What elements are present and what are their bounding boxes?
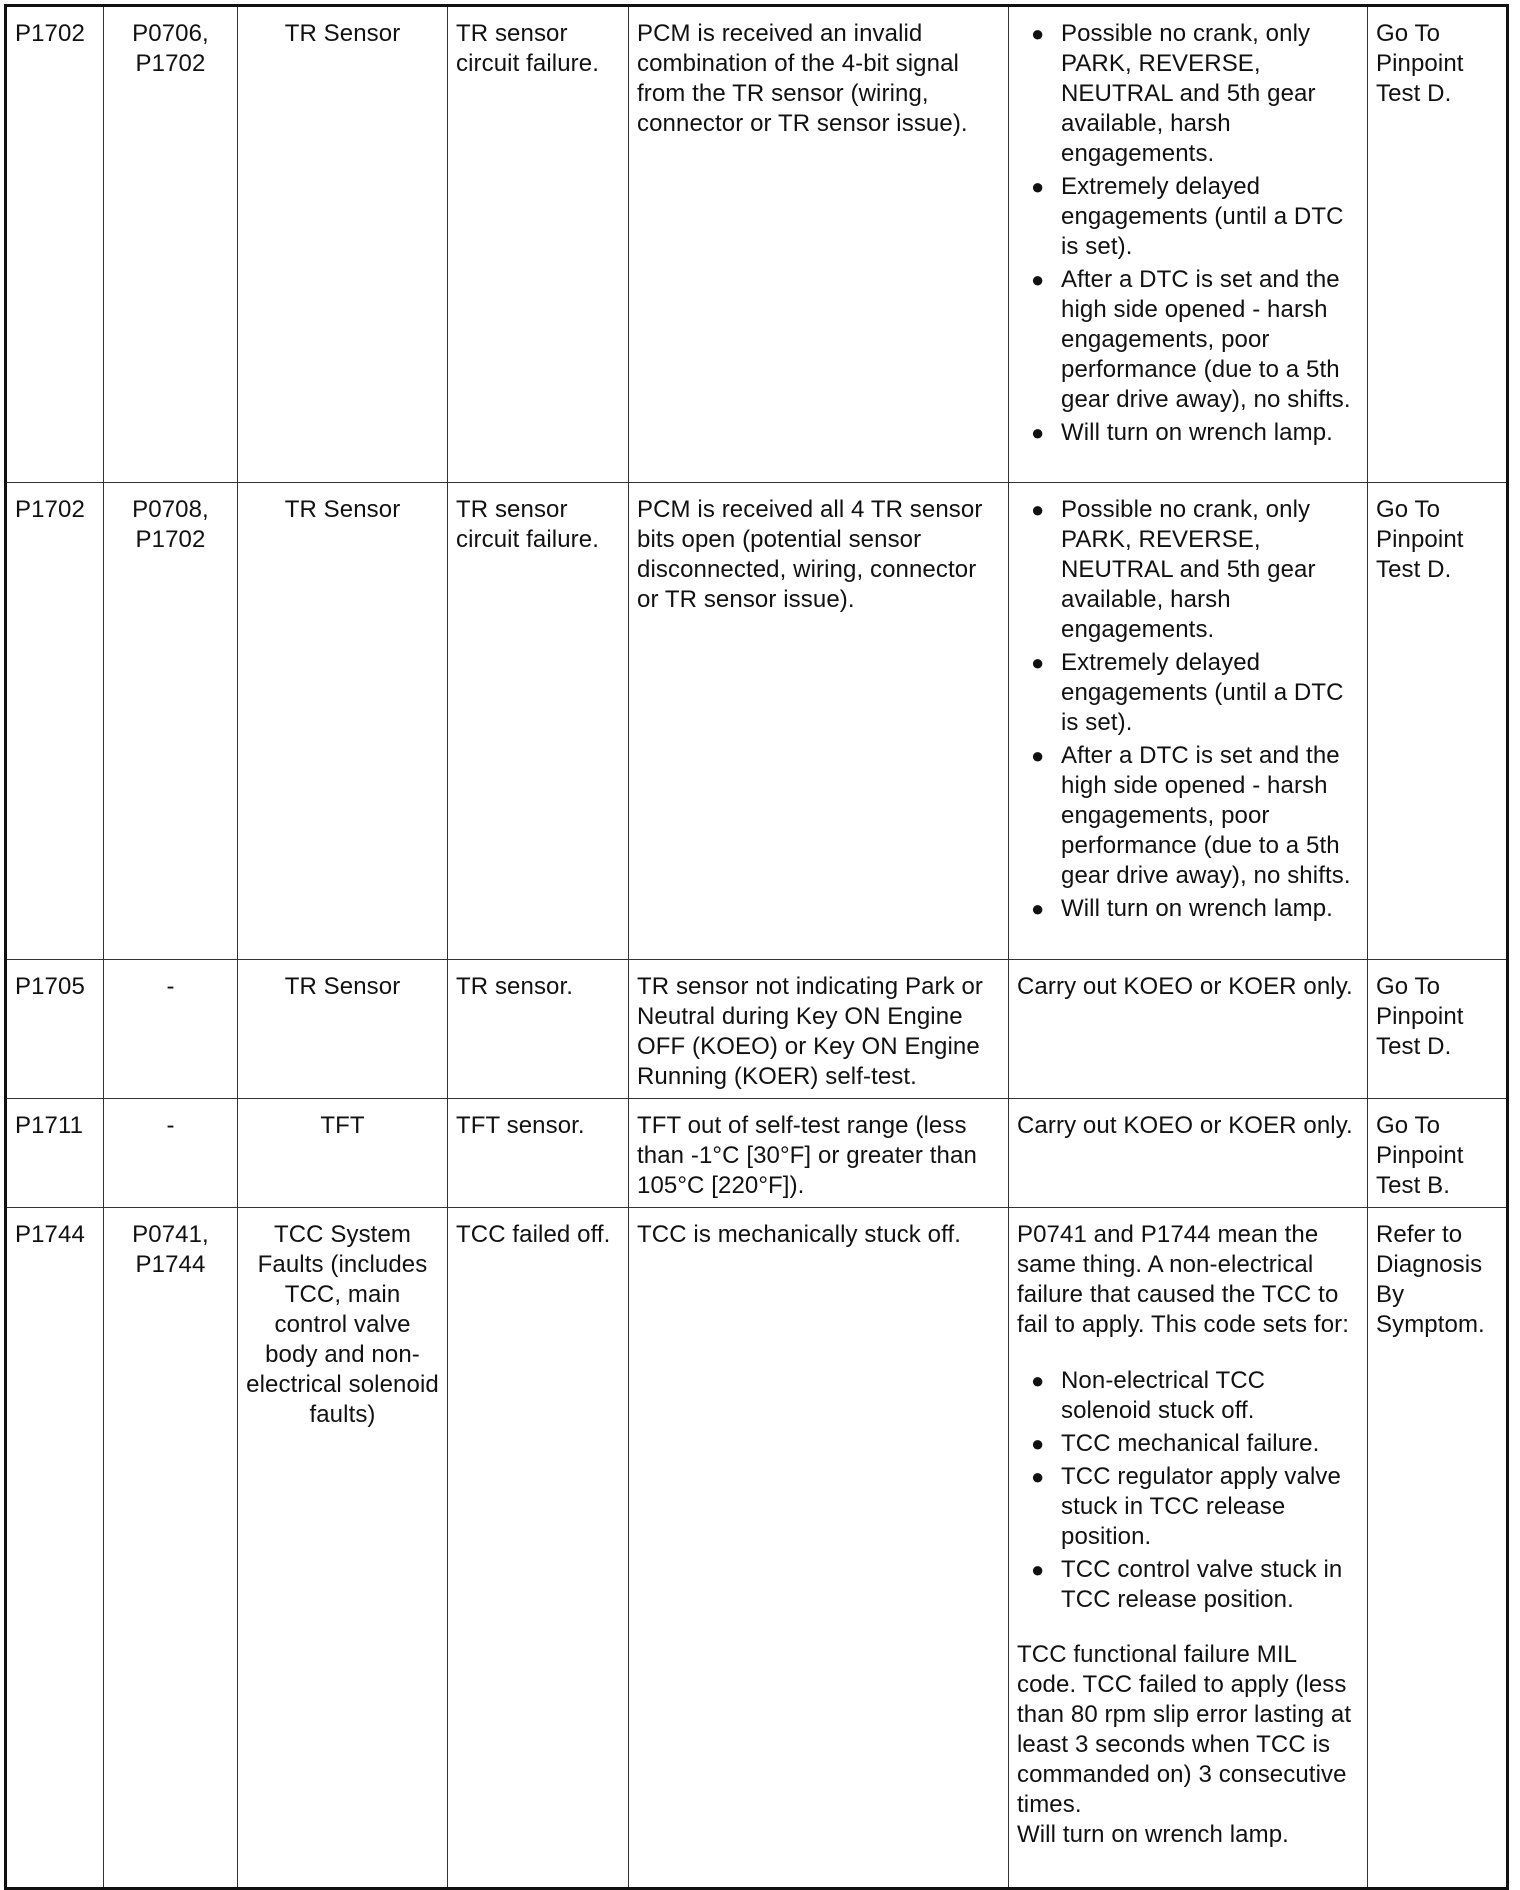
symptoms-cell: [1009, 483, 1368, 960]
list-item: ● Extremely delayed engagements (until a DTC is set).: [1031, 173, 1344, 260]
condition: TFT out of self-test range (less than -1°C [30°F] or greater than 105°C [220°F]).: [629, 1099, 1009, 1208]
list-item: ● Non-electrical TCC solenoid stuck off.: [1031, 1367, 1266, 1424]
condition: PCM is received all 4 TR sensor bits open (potential sensor disconnected, wiring, connector or TR sensor issue).: [629, 483, 1009, 960]
action: Refer to Diagnosis By Symptom.: [1368, 1208, 1508, 1889]
symptoms-cell: [1009, 1208, 1368, 1889]
related-codes: -: [104, 960, 238, 1099]
condition: PCM is received an invalid combination of the 4-bit signal from the TR sensor (wiring, connector or TR sensor issue).: [629, 6, 1009, 483]
description: TCC failed off.: [448, 1208, 629, 1889]
list-item: ● Will turn on wrench lamp.: [1031, 419, 1333, 446]
symptom-list: [1031, 495, 1361, 924]
symptoms-text: Carry out KOEO or KOER only.: [1009, 960, 1368, 1099]
bullet-icon: ●: [1031, 743, 1045, 768]
bullet-icon: ●: [1031, 1431, 1045, 1456]
list-item: ● After a DTC is set and the high side opened - harsh engagements, poor performance (due to a 5th gear drive away), no shifts.: [1031, 266, 1351, 413]
dtc-code: P1702: [6, 483, 104, 960]
list-item: ● Will turn on wrench lamp.: [1031, 895, 1333, 922]
symptoms-text: Carry out KOEO or KOER only.: [1009, 1099, 1368, 1208]
action: Go To Pinpoint Test B.: [1368, 1099, 1508, 1208]
table-row: [6, 1208, 1508, 1889]
table-row: [6, 1099, 1508, 1208]
list-item: ● TCC regulator apply valve stuck in TCC release position.: [1031, 1463, 1341, 1550]
bullet-icon: ●: [1031, 896, 1045, 921]
table-row: [6, 960, 1508, 1099]
symptom-list: [1031, 19, 1361, 448]
list-item: ● TCC mechanical failure.: [1031, 1430, 1320, 1457]
list-item: ● Possible no crank, only PARK, REVERSE, NEUTRAL and 5th gear available, harsh engagements.: [1031, 20, 1316, 167]
table-row: [6, 483, 1508, 960]
description: TR sensor.: [448, 960, 629, 1099]
dtc-code: P1744: [6, 1208, 104, 1889]
action: Go To Pinpoint Test D.: [1368, 483, 1508, 960]
component: TR Sensor: [238, 6, 448, 483]
action: Go To Pinpoint Test D.: [1368, 960, 1508, 1099]
bullet-icon: ●: [1031, 1464, 1045, 1489]
bullet-icon: ●: [1031, 497, 1045, 522]
bullet-icon: ●: [1031, 420, 1045, 445]
bullet-icon: ●: [1031, 267, 1045, 292]
symptoms-intro: P0741 and P1744 mean the same thing. A non-electrical failure that caused the TCC to fail to apply. This code sets for:: [1017, 1221, 1350, 1338]
dtc-code: P1702: [6, 6, 104, 483]
dtc-code: P1711: [6, 1099, 104, 1208]
action: Go To Pinpoint Test D.: [1368, 6, 1508, 483]
bullet-icon: ●: [1031, 174, 1045, 199]
condition: TR sensor not indicating Park or Neutral during Key ON Engine OFF (KOEO) or Key ON Engine Running (KOER) self-test.: [629, 960, 1009, 1099]
bullet-icon: ●: [1031, 1557, 1045, 1582]
list-item: ● After a DTC is set and the high side opened - harsh engagements, poor performance (due to a 5th gear drive away), no shifts.: [1031, 742, 1351, 889]
list-item: ● Possible no crank, only PARK, REVERSE, NEUTRAL and 5th gear available, harsh engagements.: [1031, 496, 1316, 643]
related-codes: P0706, P1702: [104, 6, 238, 483]
symptom-list: [1031, 1366, 1359, 1615]
component: TFT: [238, 1099, 448, 1208]
dtc-code: P1705: [6, 960, 104, 1099]
related-codes: -: [104, 1099, 238, 1208]
list-item: ● Extremely delayed engagements (until a DTC is set).: [1031, 649, 1344, 736]
component: TR Sensor: [238, 483, 448, 960]
condition: TCC is mechanically stuck off.: [629, 1208, 1009, 1889]
symptoms-outro: TCC functional failure MIL code. TCC failed to apply (less than 80 rpm slip error lasting at least 3 seconds when TCC is commanded on) 3 consecutive times.: [1017, 1641, 1352, 1818]
component: TR Sensor: [238, 960, 448, 1099]
component: TCC System Faults (includes TCC, main control valve body and non-electrical solenoid faults): [238, 1208, 448, 1889]
bullet-icon: ●: [1031, 1368, 1045, 1393]
bullet-icon: ●: [1031, 21, 1045, 46]
symptoms-cell: [1009, 6, 1368, 483]
dtc-table: [4, 4, 1509, 1890]
table-row: [6, 6, 1508, 483]
bullet-icon: ●: [1031, 650, 1045, 675]
description: TFT sensor.: [448, 1099, 629, 1208]
description: TR sensor circuit failure.: [448, 483, 629, 960]
related-codes: P0708, P1702: [104, 483, 238, 960]
list-item: ● TCC control valve stuck in TCC release position.: [1031, 1556, 1343, 1613]
related-codes: P0741, P1744: [104, 1208, 238, 1889]
symptoms-outro-lamp: Will turn on wrench lamp.: [1017, 1821, 1289, 1848]
description: TR sensor circuit failure.: [448, 6, 629, 483]
